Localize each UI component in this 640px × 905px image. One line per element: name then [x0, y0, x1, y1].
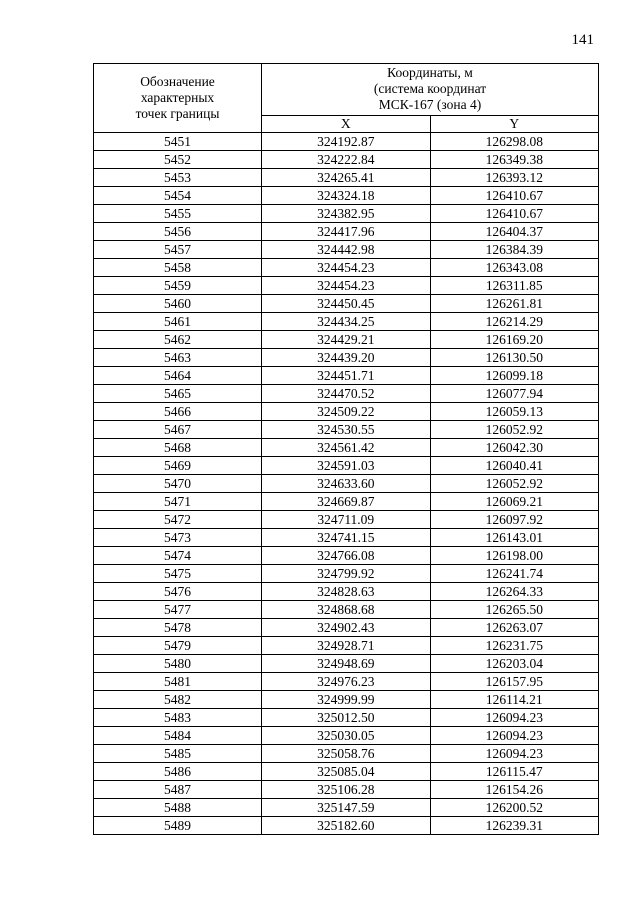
x-cell: 324470.52 — [262, 385, 431, 403]
x-cell: 324451.71 — [262, 367, 431, 385]
y-cell: 126040.41 — [430, 457, 599, 475]
y-cell: 126069.21 — [430, 493, 599, 511]
table-row — [94, 367, 599, 385]
point-id-cell: 5473 — [94, 529, 262, 547]
point-id-cell: 5487 — [94, 781, 262, 799]
table-row — [94, 349, 599, 367]
x-cell: 324222.84 — [262, 151, 431, 169]
y-cell: 126052.92 — [430, 475, 599, 493]
page-number: 141 — [571, 32, 594, 48]
table-row — [94, 799, 599, 817]
table-row — [94, 817, 599, 835]
y-cell: 126203.04 — [430, 655, 599, 673]
table-row — [94, 601, 599, 619]
x-cell: 325030.05 — [262, 727, 431, 745]
y-cell: 126157.95 — [430, 673, 599, 691]
point-id-cell: 5463 — [94, 349, 262, 367]
point-id-cell: 5486 — [94, 763, 262, 781]
point-id-cell: 5454 — [94, 187, 262, 205]
table-row — [94, 475, 599, 493]
table-row — [94, 133, 599, 151]
x-cell: 325182.60 — [262, 817, 431, 835]
table-row — [94, 205, 599, 223]
point-id-cell: 5488 — [94, 799, 262, 817]
table-row — [94, 781, 599, 799]
x-cell: 324382.95 — [262, 205, 431, 223]
table-row — [94, 331, 599, 349]
table-row — [94, 511, 599, 529]
point-id-cell: 5474 — [94, 547, 262, 565]
x-cell: 324999.99 — [262, 691, 431, 709]
table-row — [94, 529, 599, 547]
table-row — [94, 691, 599, 709]
x-cell: 324429.21 — [262, 331, 431, 349]
header-y: Y — [430, 115, 599, 132]
table-row — [94, 403, 599, 421]
y-cell: 126265.50 — [430, 601, 599, 619]
y-cell: 126410.67 — [430, 187, 599, 205]
point-id-cell: 5483 — [94, 709, 262, 727]
table-row — [94, 583, 599, 601]
table-row — [94, 169, 599, 187]
table-row — [94, 241, 599, 259]
point-id-cell: 5480 — [94, 655, 262, 673]
point-id-cell: 5482 — [94, 691, 262, 709]
header-x: X — [262, 115, 431, 132]
point-id-cell: 5468 — [94, 439, 262, 457]
point-id-cell: 5452 — [94, 151, 262, 169]
table-body — [94, 133, 599, 835]
y-cell: 126200.52 — [430, 799, 599, 817]
y-cell: 126298.08 — [430, 133, 599, 151]
x-cell: 325147.59 — [262, 799, 431, 817]
x-cell: 324324.18 — [262, 187, 431, 205]
point-id-cell: 5489 — [94, 817, 262, 835]
header-point-name: Обозначение характерных точек границы — [94, 64, 262, 133]
y-cell: 126393.12 — [430, 169, 599, 187]
table-row — [94, 385, 599, 403]
x-cell: 324669.87 — [262, 493, 431, 511]
point-id-cell: 5456 — [94, 223, 262, 241]
y-cell: 126077.94 — [430, 385, 599, 403]
x-cell: 324454.23 — [262, 277, 431, 295]
point-id-cell: 5479 — [94, 637, 262, 655]
x-cell: 325085.04 — [262, 763, 431, 781]
table-row — [94, 439, 599, 457]
table-row — [94, 673, 599, 691]
table-row — [94, 655, 599, 673]
point-id-cell: 5461 — [94, 313, 262, 331]
x-cell: 324265.41 — [262, 169, 431, 187]
x-cell: 324928.71 — [262, 637, 431, 655]
x-cell: 324766.08 — [262, 547, 431, 565]
y-cell: 126261.81 — [430, 295, 599, 313]
table-row — [94, 421, 599, 439]
table-row — [94, 457, 599, 475]
table-row — [94, 565, 599, 583]
point-id-cell: 5485 — [94, 745, 262, 763]
x-cell: 324442.98 — [262, 241, 431, 259]
x-cell: 324439.20 — [262, 349, 431, 367]
x-cell: 325012.50 — [262, 709, 431, 727]
y-cell: 126059.13 — [430, 403, 599, 421]
point-id-cell: 5459 — [94, 277, 262, 295]
point-id-cell: 5457 — [94, 241, 262, 259]
table-row — [94, 763, 599, 781]
y-cell: 126343.08 — [430, 259, 599, 277]
point-id-cell: 5471 — [94, 493, 262, 511]
table-row — [94, 151, 599, 169]
x-cell: 324902.43 — [262, 619, 431, 637]
point-id-cell: 5477 — [94, 601, 262, 619]
table-row — [94, 313, 599, 331]
y-cell: 126241.74 — [430, 565, 599, 583]
x-cell: 324633.60 — [262, 475, 431, 493]
y-cell: 126143.01 — [430, 529, 599, 547]
y-cell: 126404.37 — [430, 223, 599, 241]
table-row — [94, 727, 599, 745]
y-cell: 126263.07 — [430, 619, 599, 637]
point-id-cell: 5484 — [94, 727, 262, 745]
point-id-cell: 5451 — [94, 133, 262, 151]
table-row — [94, 709, 599, 727]
point-id-cell: 5460 — [94, 295, 262, 313]
point-id-cell: 5470 — [94, 475, 262, 493]
x-cell: 324799.92 — [262, 565, 431, 583]
x-cell: 324868.68 — [262, 601, 431, 619]
table-row — [94, 223, 599, 241]
y-cell: 126231.75 — [430, 637, 599, 655]
x-cell: 324976.23 — [262, 673, 431, 691]
point-id-cell: 5465 — [94, 385, 262, 403]
y-cell: 126198.00 — [430, 547, 599, 565]
point-id-cell: 5472 — [94, 511, 262, 529]
y-cell: 126264.33 — [430, 583, 599, 601]
y-cell: 126114.21 — [430, 691, 599, 709]
x-cell: 324828.63 — [262, 583, 431, 601]
y-cell: 126094.23 — [430, 727, 599, 745]
point-id-cell: 5464 — [94, 367, 262, 385]
y-cell: 126384.39 — [430, 241, 599, 259]
y-cell: 126115.47 — [430, 763, 599, 781]
x-cell: 324192.87 — [262, 133, 431, 151]
x-cell: 324530.55 — [262, 421, 431, 439]
table-row — [94, 745, 599, 763]
x-cell: 324509.22 — [262, 403, 431, 421]
y-cell: 126099.18 — [430, 367, 599, 385]
y-cell: 126214.29 — [430, 313, 599, 331]
point-id-cell: 5476 — [94, 583, 262, 601]
x-cell: 324450.45 — [262, 295, 431, 313]
point-id-cell: 5458 — [94, 259, 262, 277]
table-row — [94, 637, 599, 655]
point-id-cell: 5453 — [94, 169, 262, 187]
table-row — [94, 493, 599, 511]
coordinates-table — [93, 63, 599, 835]
table-row — [94, 619, 599, 637]
x-cell: 325106.28 — [262, 781, 431, 799]
point-id-cell: 5467 — [94, 421, 262, 439]
point-id-cell: 5481 — [94, 673, 262, 691]
point-id-cell: 5462 — [94, 331, 262, 349]
x-cell: 324741.15 — [262, 529, 431, 547]
point-id-cell: 5469 — [94, 457, 262, 475]
y-cell: 126169.20 — [430, 331, 599, 349]
x-cell: 324434.25 — [262, 313, 431, 331]
x-cell: 324417.96 — [262, 223, 431, 241]
table-row — [94, 547, 599, 565]
y-cell: 126130.50 — [430, 349, 599, 367]
y-cell: 126311.85 — [430, 277, 599, 295]
table-row — [94, 277, 599, 295]
x-cell: 325058.76 — [262, 745, 431, 763]
point-id-cell: 5466 — [94, 403, 262, 421]
y-cell: 126052.92 — [430, 421, 599, 439]
table-row — [94, 259, 599, 277]
y-cell: 126154.26 — [430, 781, 599, 799]
x-cell: 324561.42 — [262, 439, 431, 457]
point-id-cell: 5478 — [94, 619, 262, 637]
y-cell: 126094.23 — [430, 745, 599, 763]
table-row — [94, 187, 599, 205]
y-cell: 126097.92 — [430, 511, 599, 529]
y-cell: 126349.38 — [430, 151, 599, 169]
table-row — [94, 295, 599, 313]
y-cell: 126239.31 — [430, 817, 599, 835]
header-coordinates: Координаты, м (система координат МСК-167 (зона 4) — [262, 64, 599, 116]
y-cell: 126410.67 — [430, 205, 599, 223]
x-cell: 324591.03 — [262, 457, 431, 475]
x-cell: 324948.69 — [262, 655, 431, 673]
x-cell: 324454.23 — [262, 259, 431, 277]
point-id-cell: 5455 — [94, 205, 262, 223]
point-id-cell: 5475 — [94, 565, 262, 583]
y-cell: 126042.30 — [430, 439, 599, 457]
x-cell: 324711.09 — [262, 511, 431, 529]
y-cell: 126094.23 — [430, 709, 599, 727]
